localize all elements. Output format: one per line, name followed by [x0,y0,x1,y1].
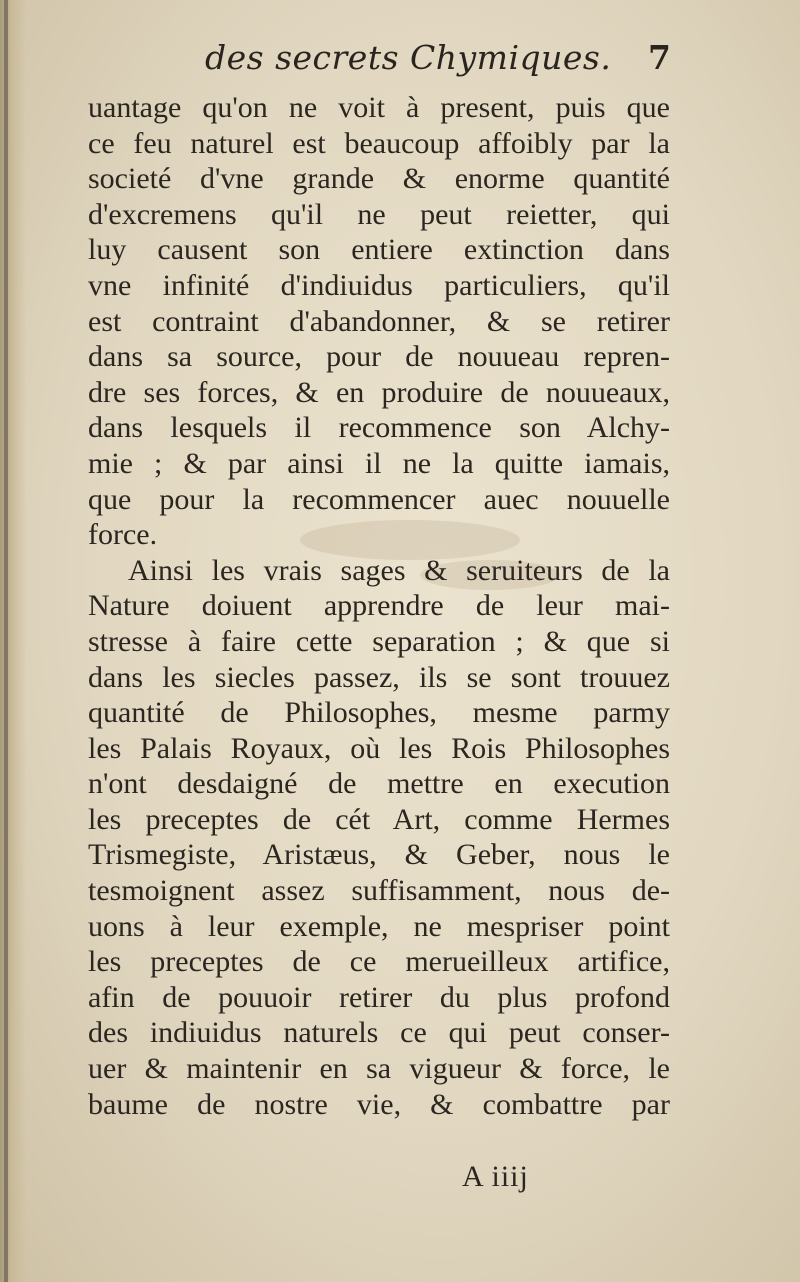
text-line: que pour la recommencer auec nouuelle [88,482,670,516]
text-line: uantage qu'on ne voit à present, puis que [88,91,670,124]
text-line: uer & maintenir en sa vigueur & force, le [88,1052,670,1086]
text-line: luy causent son entiere extinction dans [88,233,670,267]
page-number: 7 [648,38,671,77]
text-line: est contraint d'abandonner, & se retirer [88,304,670,338]
text-line: mie ; & par ainsi il ne la quitte iamais, [88,446,670,480]
text-line: stresse à faire cette separation ; & que si [88,624,670,658]
text-line: force. [88,518,158,552]
text-line: vne infinité d'indiuidus particuliers, qu'il [88,268,670,302]
body-text [88,90,670,1122]
text-line: les preceptes de ce merueilleux artifice, [88,945,670,979]
text-line: dre ses forces, & en produire de nouueaux, [88,375,670,409]
binding-edge [4,0,8,1282]
text-line: les preceptes de cét Art, comme Hermes [88,802,670,836]
text-line: baume de nostre vie, & combattre par [88,1087,670,1121]
text-line: Ainsi les vrais sages & seruiteurs de la [128,553,670,587]
text-line: societé d'vne grande & enorme quantité [88,162,670,196]
text-line: dans lesquels il recommence son Alchy- [88,411,670,445]
text-line: dans sa source, pour de nouueau repren- [88,340,670,374]
text-line: uons à leur exemple, ne mespriser point [88,909,670,943]
text-line: n'ont desdaigné de mettre en execution [88,767,670,801]
running-head [0,38,800,88]
text-line: tesmoignent assez suffisamment, nous de- [88,874,670,908]
text-line: des indiuidus naturels ce qui peut conser- [88,1016,670,1050]
text-line: afin de pouuoir retirer du plus profond [88,980,670,1014]
text-line: quantité de Philosophes, mesme parmy [88,696,670,730]
text-line: les Palais Royaux, où les Rois Philosophes [88,731,670,765]
text-line: Nature doiuent apprendre de leur mai- [88,589,670,623]
text-line: Trismegiste, Aristæus, & Geber, nous le [88,838,670,872]
text-line: dans les siecles passez, ils se sont trouuez [88,660,670,694]
text-line: ce feu naturel est beaucoup affoibly par la [88,126,670,160]
running-head-title: des secrets Chymiques. [205,38,612,77]
signature-mark: A iiij [462,1160,529,1193]
text-line: d'excremens qu'il ne peut reietter, qui [88,197,670,231]
